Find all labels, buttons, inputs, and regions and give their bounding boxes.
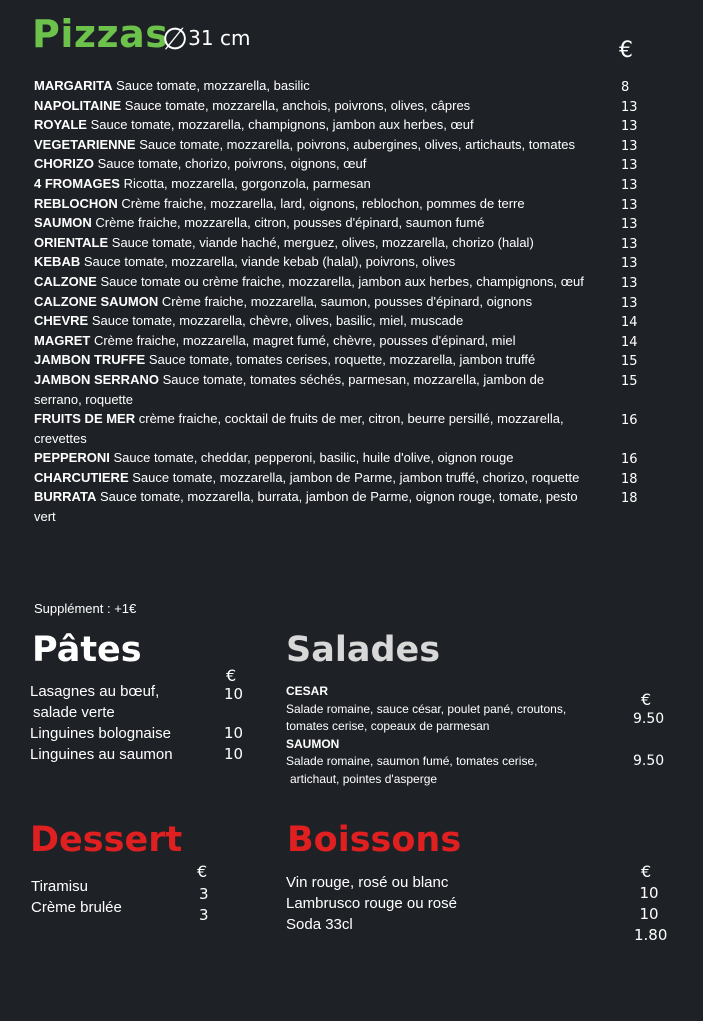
pizza-name: SAUMON: [34, 215, 92, 231]
pizza-ingredients: Crème fraiche, mozzarella, lard, oignons, reblochon, pommes de terre: [121, 195, 525, 211]
pizza-name: CALZONE: [34, 273, 97, 289]
pizza-ingredients: Sauce tomate, mozzarella, champignons, jambon aux herbes, œuf: [90, 117, 474, 133]
pizza-price: 8: [621, 80, 630, 95]
pizza-item: [34, 448, 674, 468]
pizza-price: 13: [621, 177, 638, 193]
pizza-description: [34, 331, 594, 351]
salad-desc: artichaut, pointes d'asperge: [290, 771, 438, 786]
pizza-description: [34, 213, 594, 233]
diameter-icon: ∅: [162, 22, 189, 57]
salades-title: Salades: [286, 630, 441, 670]
price: 9.50: [633, 753, 665, 769]
salades-currency: €: [641, 690, 652, 709]
pizza-description: [34, 76, 594, 96]
pizza-size: [162, 22, 250, 57]
pizza-description: [34, 409, 594, 448]
price: 10: [224, 724, 244, 742]
salad-desc: tomates cerise, copeaux de parmesan: [286, 719, 490, 733]
pizza-description: [34, 468, 594, 488]
boissons-list: [286, 872, 586, 935]
pizza-price: 13: [621, 275, 638, 291]
pizza-price: 16: [621, 413, 638, 429]
pizza-ingredients: Sauce tomate, mozzarella, anchois, poivrons, olives, câpres: [124, 97, 471, 113]
boissons-title: Boissons: [287, 820, 462, 860]
pizza-description: [34, 96, 594, 116]
pizza-item: [34, 233, 674, 253]
salad-name: SAUMON: [286, 736, 340, 751]
pizza-ingredients: Sauce tomate, mozzarella, chèvre, olives, basilic, miel, muscade: [91, 313, 464, 329]
pizza-item: [34, 213, 674, 233]
pizza-name: MARGARITA: [34, 78, 113, 93]
list-item: Soda 33cl: [286, 916, 353, 933]
pizza-ingredients: Sauce tomate, mozzarella, burrata, jambon de Parme, oignon rouge, tomate, pesto vert: [34, 489, 578, 525]
pizza-description: [34, 370, 594, 409]
boissons-prices: [634, 883, 668, 946]
pizza-ingredients: Sauce tomate, tomates séchés, parmesan, mozzarella, jambon de serrano, roquette: [34, 371, 545, 407]
pizza-description: [34, 252, 594, 272]
list-item-continued: salade verte: [33, 704, 115, 721]
pizza-item: [34, 194, 674, 214]
price: 3: [199, 906, 209, 924]
pizza-ingredients: Sauce tomate, mozzarella, basilic: [116, 78, 310, 93]
pizza-price: 13: [621, 236, 638, 252]
pizza-name: CHARCUTIERE: [34, 469, 129, 485]
salades-list: [286, 683, 616, 788]
pizza-price: 14: [621, 334, 638, 350]
pizza-ingredients: Sauce tomate, mozzarella, poivrons, aubergines, olives, artichauts, tomates: [139, 136, 575, 152]
pizza-price: 15: [621, 354, 638, 370]
list-item: Crème brulée: [31, 899, 122, 916]
salad-name: CESAR: [286, 684, 329, 698]
pizza-item: [34, 370, 674, 409]
pizza-item: [34, 154, 674, 174]
pates-currency: €: [226, 666, 237, 685]
pizza-name: 4 FROMAGES: [34, 175, 120, 191]
pates-title: Pâtes: [32, 630, 142, 670]
pizza-ingredients: Sauce tomate, cheddar, pepperoni, basilic, huile d'olive, oignon rouge: [113, 450, 514, 466]
dessert-currency: €: [197, 862, 208, 881]
pizza-item: [34, 409, 674, 448]
pizza-item: [34, 252, 674, 272]
pizza-price: 13: [621, 119, 638, 135]
pizza-currency: €: [619, 38, 633, 63]
pizza-price: 16: [621, 452, 638, 468]
list-item: Linguines au saumon: [30, 746, 173, 763]
list-item: Lasagnes au bœuf,: [30, 683, 160, 700]
pizza-description: [34, 292, 594, 312]
pizza-ingredients: Sauce tomate, mozzarella, jambon de Parme, jambon truffé, chorizo, roquette: [132, 469, 580, 485]
pizza-description: [34, 194, 594, 214]
pizza-list: [34, 76, 674, 527]
pizzas-title: Pizzas: [32, 12, 169, 56]
pizza-item: [34, 292, 674, 312]
price: 10: [639, 884, 659, 902]
pizza-description: [34, 233, 594, 253]
pizza-price: 13: [621, 99, 638, 115]
pizza-description: [34, 272, 594, 292]
pizza-item: [34, 135, 674, 155]
pizza-name: FRUITS DE MER: [34, 411, 136, 427]
salad-desc: Salade romaine, sauce césar, poulet pané, croutons,: [286, 701, 567, 716]
list-item: Lambrusco rouge ou rosé: [286, 895, 457, 912]
pizza-name: CALZONE SAUMON: [34, 293, 159, 309]
dessert-list: [31, 876, 191, 918]
pizza-description: [34, 448, 594, 468]
price: 10: [224, 685, 244, 703]
pizza-price: 13: [621, 138, 638, 154]
salad-desc: Salade romaine, saumon fumé, tomates cerise,: [286, 754, 538, 768]
pizza-ingredients: Crème fraiche, mozzarella, magret fumé, chèvre, pousses d'épinard, miel: [93, 332, 516, 348]
pizza-name: NAPOLITAINE: [34, 97, 122, 113]
pizza-name: JAMBON TRUFFE: [34, 352, 146, 368]
pizza-name: CHORIZO: [34, 156, 94, 172]
pizza-price: 13: [621, 295, 638, 311]
pizza-ingredients: Crème fraiche, mozzarella, citron, pousses d'épinard, saumon fumé: [95, 215, 485, 231]
pizza-price: 18: [621, 491, 638, 507]
pizza-item: [34, 311, 674, 331]
pizza-ingredients: Sauce tomate, tomates cerises, roquette, mozzarella, jambon truffé: [148, 352, 536, 368]
pizza-description: [34, 154, 594, 174]
pizza-name: MAGRET: [34, 332, 91, 348]
pizza-item: [34, 350, 674, 370]
dessert-prices: [199, 884, 209, 926]
list-item: Linguines bolognaise: [30, 725, 171, 742]
pizza-item: [34, 115, 674, 135]
price: 9.50: [633, 711, 665, 727]
pizza-name: CHEVRE: [34, 313, 89, 329]
pizza-ingredients: crème fraiche, cocktail de fruits de mer, citron, beurre persillé, mozzarella, crevettes: [34, 411, 564, 446]
pizza-price: 18: [621, 471, 638, 487]
pizza-size-value: 31 cm: [188, 26, 251, 50]
pizza-item: [34, 174, 674, 194]
pizza-name: KEBAB: [34, 254, 81, 270]
pizza-name: ORIENTALE: [34, 234, 109, 250]
pizza-price: 13: [621, 158, 638, 174]
pizza-price: 13: [621, 197, 638, 213]
pizza-description: [34, 115, 594, 135]
pizza-ingredients: Ricotta, mozzarella, gorgonzola, parmesan: [123, 175, 371, 191]
pizza-price: 13: [621, 217, 638, 233]
price: 1.80: [634, 926, 668, 944]
pizza-ingredients: Sauce tomate, chorizo, poivrons, oignons, œuf: [97, 156, 367, 172]
pates-list: [30, 681, 220, 765]
pizza-item: [34, 96, 674, 116]
pizza-name: REBLOCHON: [34, 195, 118, 211]
pizza-price: 13: [621, 256, 638, 272]
pizza-name: PEPPERONI: [34, 450, 110, 466]
pizza-name: VEGETARIENNE: [34, 136, 136, 152]
pizza-item: [34, 468, 674, 488]
pizza-item: [34, 272, 674, 292]
dessert-title: Dessert: [30, 820, 183, 860]
pates-prices: [224, 684, 243, 765]
pizza-ingredients: Sauce tomate ou crème fraiche, mozzarella, jambon aux herbes, champignons, œuf: [100, 273, 584, 289]
pizza-ingredients: Sauce tomate, mozzarella, viande kebab (halal), poivrons, olives: [83, 254, 456, 270]
pizza-name: ROYALE: [34, 117, 87, 133]
pizza-description: [34, 311, 594, 331]
supplement-note: Supplément : +1€: [34, 601, 137, 616]
pizza-name: JAMBON SERRANO: [34, 371, 159, 387]
price: 3: [199, 885, 209, 903]
price: 10: [224, 745, 244, 763]
price: 10: [639, 905, 659, 923]
list-item: Vin rouge, rosé ou blanc: [286, 874, 449, 891]
pizza-description: [34, 135, 594, 155]
pizza-ingredients: Sauce tomate, viande haché, merguez, olives, mozzarella, chorizo (halal): [111, 234, 534, 250]
pizza-description: [34, 174, 594, 194]
pizza-item: [34, 487, 674, 526]
boissons-currency: €: [641, 862, 652, 881]
pizza-item: [34, 331, 674, 351]
pizza-name: BURRATA: [34, 489, 97, 505]
pizza-item: [34, 76, 674, 96]
pizza-description: [34, 350, 594, 370]
pizza-price: 14: [621, 315, 638, 331]
pizza-ingredients: Crème fraiche, mozzarella, saumon, pousses d'épinard, oignons: [161, 293, 533, 309]
pizza-price: 15: [621, 373, 638, 389]
list-item: Tiramisu: [31, 878, 88, 895]
pizza-description: [34, 487, 594, 526]
